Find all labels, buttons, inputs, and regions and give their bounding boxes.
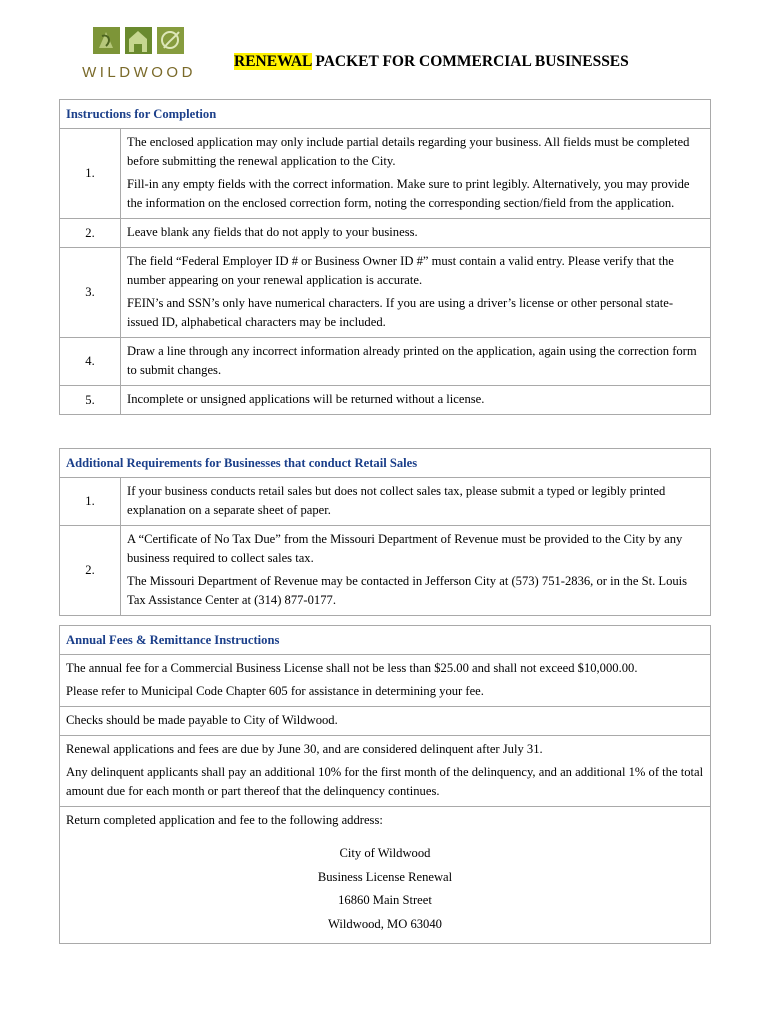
mailing-address	[66, 844, 704, 934]
paragraph: Checks should be made payable to City of Wildwood.	[66, 713, 338, 727]
row-text	[60, 707, 711, 736]
paragraph: The field “Federal Employer ID # or Business Owner ID #” must contain a valid entry. Please verify that the number appearing on your renewal application is accurate.	[127, 254, 674, 287]
paragraph: Incomplete or unsigned applications will be returned without a license.	[127, 392, 485, 406]
row-text	[121, 129, 711, 219]
title-highlight: RENEWAL	[234, 53, 312, 70]
row-text	[121, 248, 711, 338]
row-number: 5.	[60, 386, 121, 415]
page-title	[234, 53, 629, 71]
retail-table	[59, 448, 711, 616]
fees-table	[59, 625, 711, 944]
instructions-heading: Instructions for Completion	[60, 100, 711, 129]
paragraph: Fill-in any empty fields with the correct information. Make sure to print legibly. Alternatively, you may provide the information on the enclosed correction form, noting the corresponding section/field from the application.	[127, 177, 690, 210]
logo-text: WILDWOOD	[82, 64, 196, 81]
paragraph: Any delinquent applicants shall pay an additional 10% for the first month of the delinquency, and an additional 1% of the total amount due for each month or part thereof that the delinquency continues.	[66, 765, 704, 798]
paragraph: Leave blank any fields that do not apply to your business.	[127, 225, 418, 239]
row-text	[60, 736, 711, 807]
row-number: 4.	[60, 338, 121, 386]
table-row	[60, 655, 711, 707]
table-row	[60, 386, 711, 415]
address-line: Wildwood, MO 63040	[328, 916, 442, 931]
paragraph: A “Certificate of No Tax Due” from the Missouri Department of Revenue must be provided to the City by any business required to collect sales tax.	[127, 532, 683, 565]
table-row	[60, 478, 711, 526]
row-number: 2.	[60, 526, 121, 616]
paragraph: The annual fee for a Commercial Business License shall not be less than $25.00 and shall not exceed $10,000.00.	[66, 661, 638, 675]
paragraph: Draw a line through any incorrect information already printed on the application, again using the correction form to submit changes.	[127, 344, 697, 377]
row-text	[121, 526, 711, 616]
paragraph: Return completed application and fee to the following address:	[66, 813, 383, 827]
wildwood-logo	[68, 24, 210, 84]
table-row	[60, 129, 711, 219]
table-row	[60, 248, 711, 338]
row-number: 1.	[60, 478, 121, 526]
paragraph: Please refer to Municipal Code Chapter 605 for assistance in determining your fee.	[66, 684, 484, 698]
paragraph: Renewal applications and fees are due by June 30, and are considered delinquent after July 31.	[66, 742, 543, 756]
paragraph: The Missouri Department of Revenue may be contacted in Jefferson City at (573) 751-2836, or in the St. Louis Tax Assistance Center at (314) 877-0177.	[127, 574, 688, 607]
row-number: 3.	[60, 248, 121, 338]
paragraph: FEIN’s and SSN’s only have numerical characters. If you are using a driver’s license or other personal state-issued ID, alphabetical characters may be included.	[127, 296, 674, 329]
retail-heading: Additional Requirements for Businesses that conduct Retail Sales	[60, 449, 711, 478]
paragraph: The enclosed application may only include partial details regarding your business. All fields must be completed before submitting the renewal application to the City.	[127, 135, 690, 168]
table-row	[60, 219, 711, 248]
address-line: City of Wildwood	[339, 846, 431, 860]
fees-heading: Annual Fees & Remittance Instructions	[60, 626, 711, 655]
row-text	[121, 386, 711, 415]
table-row	[60, 526, 711, 616]
table-row	[60, 707, 711, 736]
row-text	[60, 807, 711, 944]
row-number: 2.	[60, 219, 121, 248]
row-number: 1.	[60, 129, 121, 219]
row-text	[121, 338, 711, 386]
table-row	[60, 338, 711, 386]
address-line: Business License Renewal	[317, 869, 453, 884]
row-text	[60, 655, 711, 707]
logo-tiles-icon	[68, 24, 210, 60]
title-rest: PACKET FOR COMMERCIAL BUSINESSES	[311, 53, 629, 70]
instructions-table	[59, 99, 711, 415]
paragraph: If your business conducts retail sales but does not collect sales tax, please submit a typed or legibly printed explanation on a separate sheet of paper.	[127, 484, 666, 517]
table-row	[60, 736, 711, 807]
table-row	[60, 807, 711, 944]
row-text	[121, 219, 711, 248]
row-text	[121, 478, 711, 526]
address-line: 16860 Main Street	[338, 893, 432, 907]
